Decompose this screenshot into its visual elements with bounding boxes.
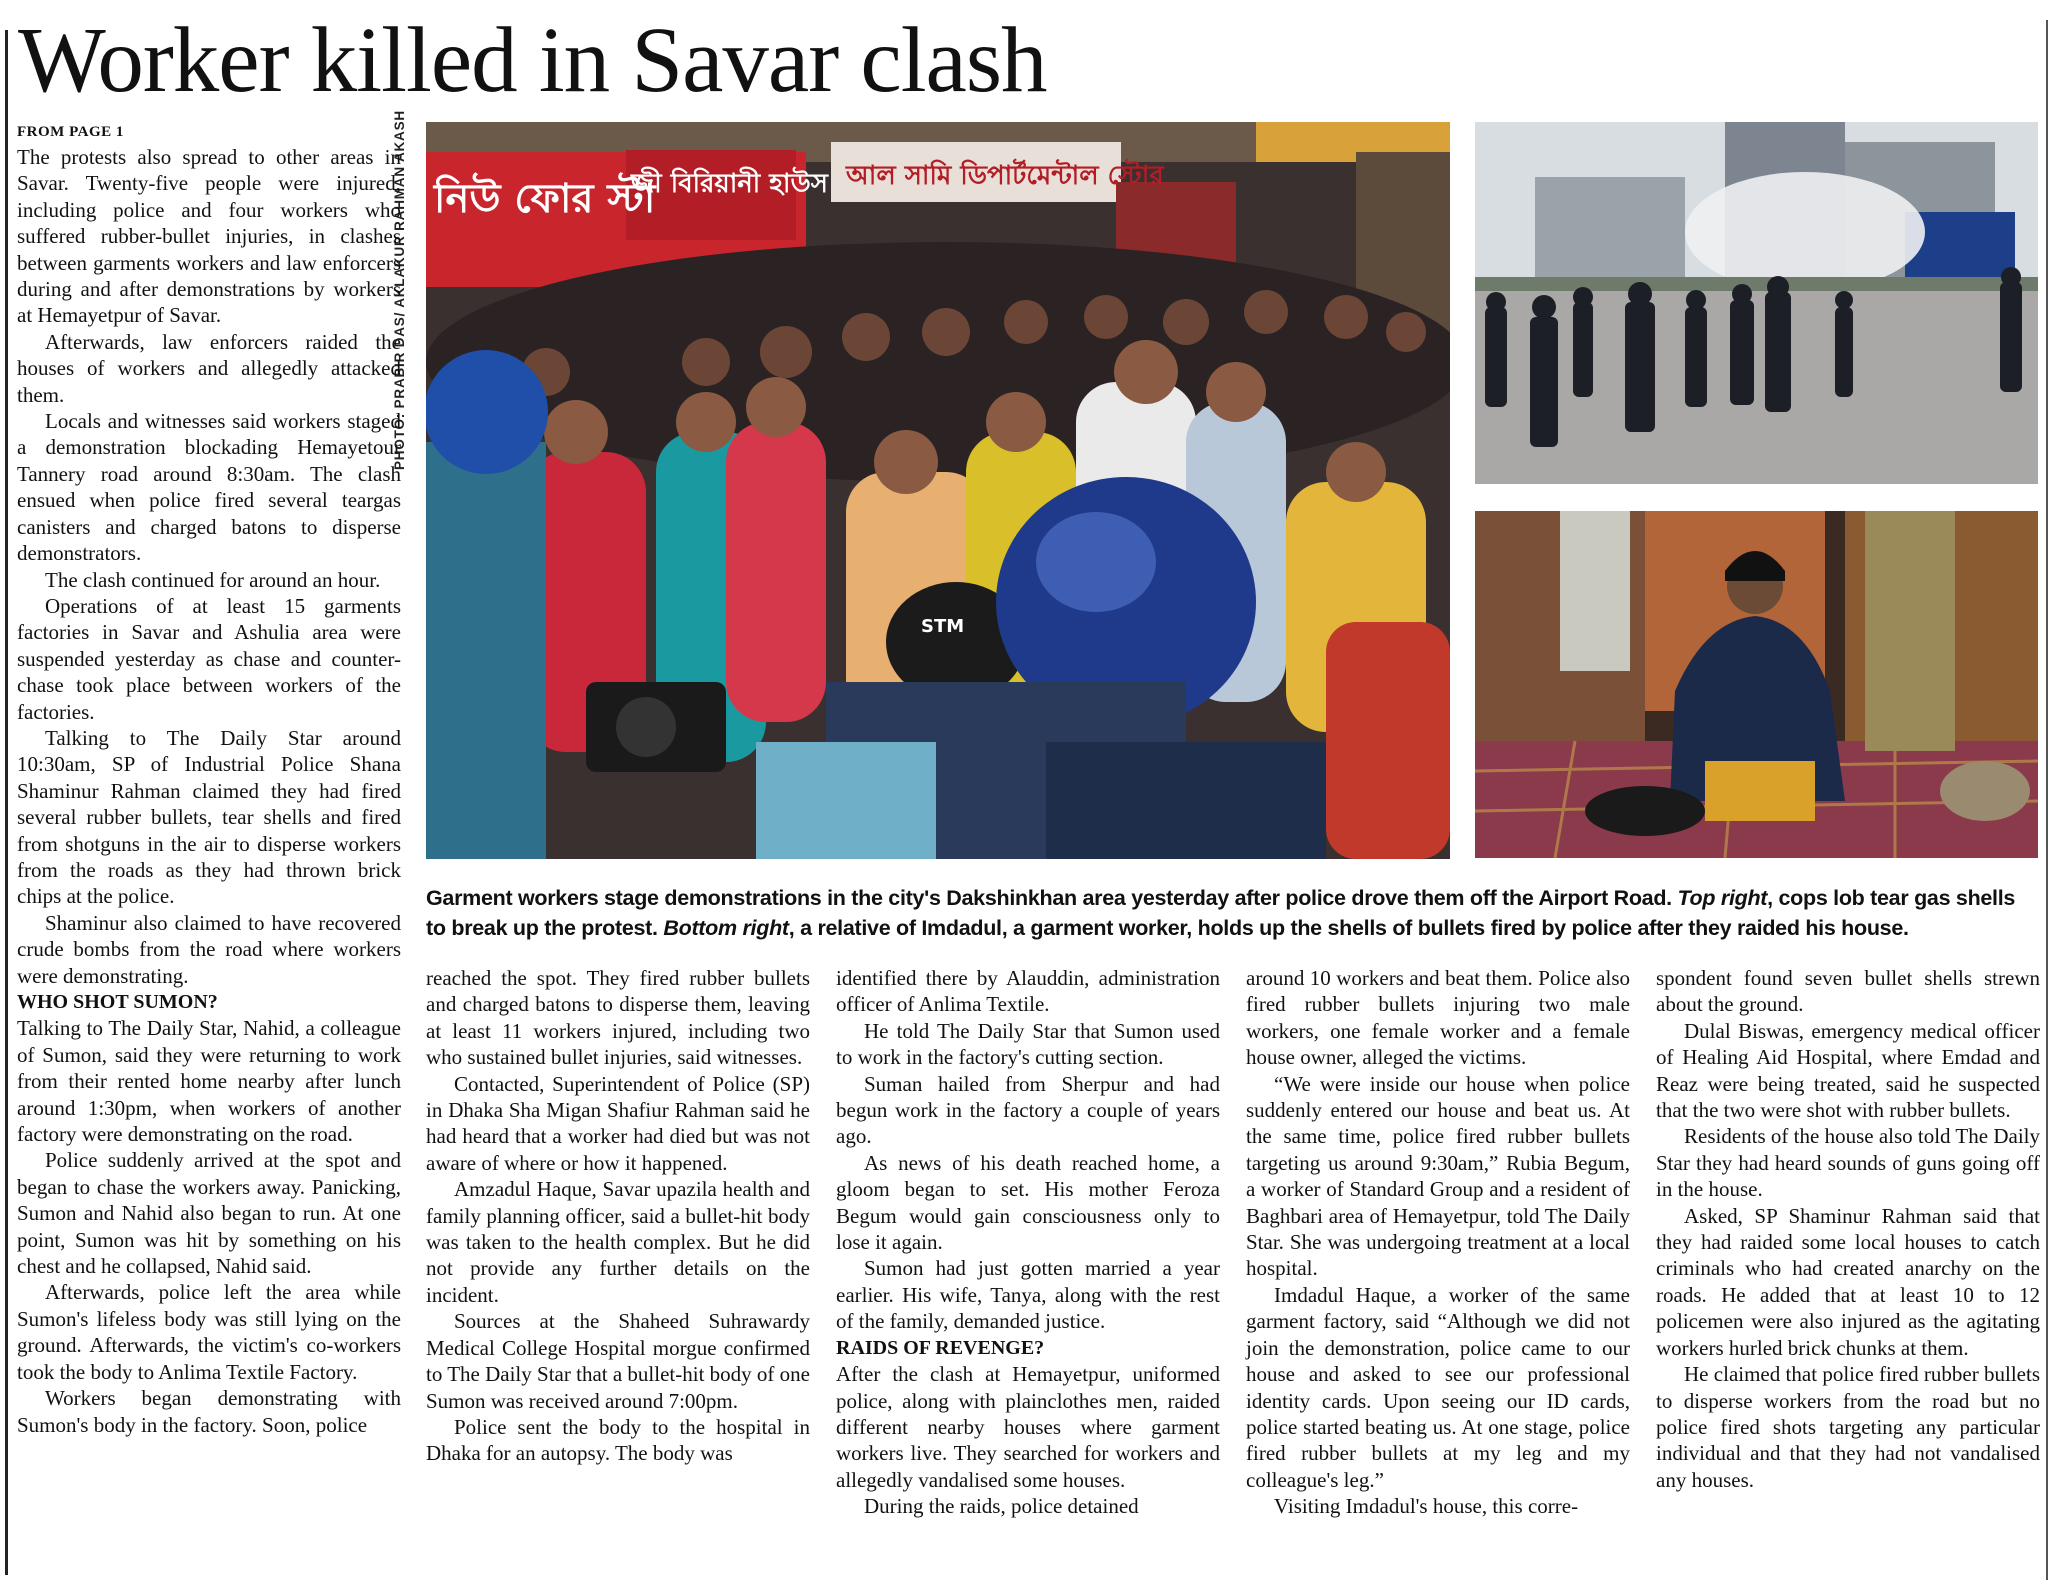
paragraph: Imdadul Haque, a worker of the same garment factory, said “Although we did not join the demonstration, police came to our house and asked to see our professional identity cards. Upon seeing our ID cards, police started beating us. At one stage, police fired rubber bullets at my leg and my colleague's leg.”: [1246, 1282, 1630, 1492]
kicker: FROM PAGE 1: [17, 124, 124, 140]
shop-sign-2: আল সামি ডিপার্টমেন্টাল স্টোর: [846, 161, 1164, 191]
shop-sign-1: নিউ ফোর স্টা: [434, 176, 656, 222]
subheading-who-shot-sumon: WHO SHOT SUMON?: [17, 991, 218, 1013]
photo-police-tear-gas: [1475, 122, 2038, 484]
paragraph: Police sent the body to the hospital in Dhaka for an autopsy. The body was: [426, 1414, 810, 1466]
paragraph: Talking to The Daily Star, Nahid, a colleague of Sumon, said they were returning to work from their rented home nearby after lunch around 1:30pm, when workers of another factory were demonstrating on the road.: [17, 1016, 401, 1147]
main-photo-protest: [426, 122, 1450, 859]
caption-em-top-right: Top right: [1677, 886, 1768, 910]
caption-text-1: Garment workers stage demonstrations in the city's Dakshinkhan area yesterday after police drove them off the Airport Road.: [426, 886, 1678, 910]
right-edge-rule: [2046, 20, 2048, 1580]
paragraph: reached the spot. They fired rubber bullets and charged batons to disperse them, leaving at least 11 workers injured, including two who sustained bullet injuries, said witnesses.: [426, 966, 810, 1070]
article-column-1: [17, 122, 401, 1438]
paragraph: Shaminur also claimed to have recovered crude bombs from the road where workers were demonstrating.: [17, 910, 401, 988]
article-column-5: [1656, 965, 2040, 1493]
headline: Worker killed in Savar clash: [18, 9, 1047, 112]
paragraph: Contacted, Superintendent of Police (SP) in Dhaka Sha Migan Shafiur Rahman said he had heard that a worker had died but was not aware of where or how it happened.: [426, 1071, 810, 1175]
paragraph: Dulal Biswas, emergency medical officer of Healing Aid Hospital, where Emdad and Reaz were being treated, said he suspected that the two were shot with rubber bullets.: [1656, 1018, 2040, 1123]
paragraph: Sumon had just gotten married a year earlier. His wife, Tanya, along with the rest of the family, demanded justice.: [836, 1256, 1220, 1334]
paragraph: Sources at the Shaheed Suhrawardy Medical College Hospital morgue confirmed to The Daily Star that a bullet-hit body of one Sumon was received around 7:00pm.: [426, 1309, 810, 1413]
helmet-label: STM: [921, 616, 965, 637]
photo-credit: PHOTO: PRABIR DAS/ AKLAKUR RAHMAN AKASH: [392, 110, 407, 470]
paragraph: Residents of the house also told The Daily Star they had heard sounds of guns going off in the house.: [1656, 1124, 2040, 1202]
paragraph: Asked, SP Shaminur Rahman said that they had raided some local houses to catch criminals who had created anarchy on the roads. He added that at least 10 to 12 policemen were also injured as the agitating workers hurled brick chunks at them.: [1656, 1203, 2040, 1360]
paragraph: He claimed that police fired rubber bullets to disperse workers from the road but no police fired shots targeting any particular individual and that they had not vandalised any houses.: [1656, 1362, 2040, 1492]
paragraph: Afterwards, law enforcers raided the houses of workers and allegedly attacked them.: [17, 329, 401, 407]
paragraph: Suman hailed from Sherpur and had begun work in the factory a couple of years ago.: [836, 1071, 1220, 1149]
paragraph: spondent found seven bullet shells strewn about the ground.: [1656, 966, 2040, 1017]
caption-text-3: , a relative of Imdadul, a garment worker, holds up the shells of bullets fired by police after they raided his house.: [788, 916, 1909, 940]
article-column-4: [1246, 965, 1630, 1520]
photo-caption: [426, 883, 2036, 943]
caption-text-2: , cops lob tear gas shells to break up the protest.: [426, 886, 2016, 940]
paragraph: The clash continued for around an hour.: [45, 567, 381, 592]
article-column-3: [836, 965, 1220, 1520]
paragraph: During the raids, police detained: [864, 1494, 1139, 1519]
paragraph: Workers began demonstrating with Sumon's body in the factory. Soon, police: [17, 1386, 401, 1437]
paragraph: Visiting Imdadul's house, this corre-: [1274, 1494, 1579, 1519]
paragraph: “We were inside our house when police suddenly entered our house and beat us. At the same time, police fired rubber bullets targeting us around 9:30am,” Rubia Begum, a worker of Standard Group and a resident of Baghbari area of Hemayetpur, told The Daily Star. She was undergoing treatment at a local hospital.: [1246, 1071, 1630, 1281]
paragraph: around 10 workers and beat them. Police also fired rubber bullets injuring two male workers, one female worker and a female house owner, alleged the victims.: [1246, 966, 1630, 1070]
paragraph: Locals and witnesses said workers staged a demonstration blockading Hemayetour Tannery road around 8:30am. The clash ensued when police fired several teargas canisters and charged batons to disperse demonstrators.: [17, 409, 401, 566]
left-column-rule: [5, 30, 8, 1575]
shop-sign-3: জী বিরিয়ানী হাউস: [631, 169, 828, 199]
paragraph: Police suddenly arrived at the spot and began to chase the workers away. Panicking, Sumon and Nahid also began to run. At one point, Sumon was hit by something on his chest and he collapsed, Nahid said.: [17, 1148, 401, 1279]
paragraph: Amzadul Haque, Savar upazila health and family planning officer, said a bullet-hit body was taken to the health complex. But he did not provide any further details on the incident.: [426, 1177, 810, 1307]
caption-em-bottom-right: Bottom right: [663, 916, 789, 940]
paragraph: As news of his death reached home, a gloom began to set. His mother Feroza Begum would gain consciousness only to lose it again.: [836, 1150, 1220, 1255]
article-column-2: [426, 965, 810, 1467]
paragraph: identified there by Alauddin, administration officer of Anlima Textile.: [836, 966, 1220, 1017]
paragraph: Talking to The Daily Star around 10:30am, SP of Industrial Police Shana Shaminur Rahman claimed they had fired several rubber bullets, tear shells and fired from shotguns in the air to disperse workers from the roads as they had thrown brick chips at the police.: [17, 725, 401, 909]
paragraph: Afterwards, police left the area while Sumon's lifeless body was still lying on the ground. Afterwards, the victim's co-workers took the body to Anlima Textile Factory.: [17, 1280, 401, 1384]
paragraph: After the clash at Hemayetpur, uniformed police, along with plainclothes men, raided different nearby houses where garment workers live. They searched for workers and allegedly vandalised some houses.: [836, 1362, 1220, 1492]
photo-relative-with-shells: [1475, 511, 2038, 858]
subheading-raids-of-revenge: RAIDS OF REVENGE?: [836, 1336, 1045, 1359]
paragraph: He told The Daily Star that Sumon used to work in the factory's cutting section.: [836, 1018, 1220, 1070]
paragraph: Operations of at least 15 garments factories in Savar and Ashulia area were suspended yesterday as chase and counter-chase took place between workers of the factories.: [17, 593, 401, 724]
paragraph: The protests also spread to other areas in Savar. Twenty-five people were injured, including police and four workers who suffered rubber-bullet injuries, in clashes between garments workers and law enforcers during and after demonstrations by workers at Hemayetpur of Savar.: [17, 145, 401, 328]
